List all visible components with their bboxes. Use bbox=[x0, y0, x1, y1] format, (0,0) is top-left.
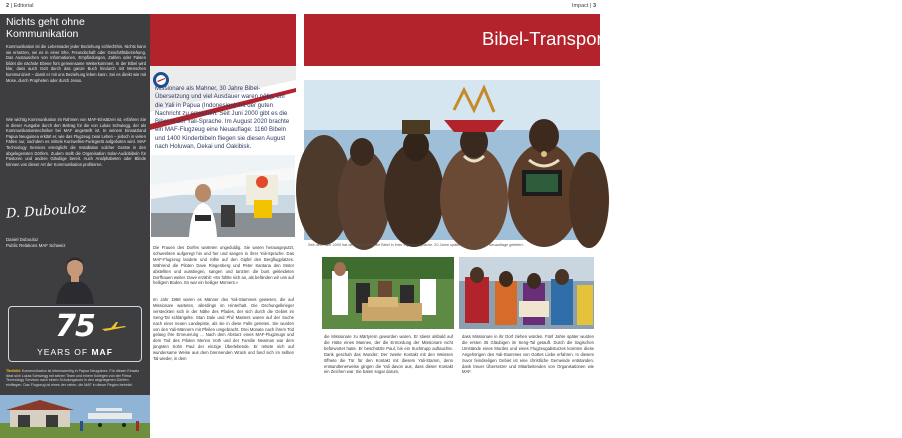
caption-text: Kommunikation ist lebenswichtig in Papua Neuguinea. Für diesen Einsatz lässt sich Lukas Schwiegg mit seinen Team und einem Kollegen von der Firma Technology Services nach einem Schulungskurs in den abgelegenen Dörfern einfliegen. Das Flugzeug ist eines der vielen, die MAF in dieser Region betreibt. bbox=[6, 369, 140, 388]
editorial-sidebar bbox=[0, 14, 150, 424]
article-body-1: Die Frauen des Dorfes warteten ungeduldig. Sie waren herausgeputzt, schwenkten aufgeregt hin und her und sangen in ihrer Yali-Sprache. Das MAF-Flugzeug landete und rollte auf den Gipfel des Bergflugplatzes. Während die Piloten Dave Ringenberg und Peter Santana den Motor abstellten und ausstiegen, sangen und tanzten die bunt gekleideten Dorffrauen weiter. Dave erzählt: «Es fühlte sich an, als befänden wir uns auf heiligem Boden. Es war ein heiliger Moment.» bbox=[153, 245, 294, 286]
page-number-left: 2 bbox=[6, 3, 10, 9]
article-headline: Bibel-Transport nach Holuwan, Indonesien bbox=[482, 28, 831, 49]
left-page bbox=[0, 0, 296, 424]
signer-role: Public Relations MAF Schweiz bbox=[6, 242, 66, 248]
portrait-photo bbox=[52, 254, 98, 304]
section-label-left: Editorial bbox=[13, 3, 34, 9]
section-label-right: Impact bbox=[571, 3, 589, 9]
title-band-left bbox=[150, 14, 296, 66]
folio-right: Impact | 3 bbox=[571, 3, 596, 9]
bible-boxes-photo bbox=[322, 257, 454, 329]
badge-suffix: MAF bbox=[91, 347, 113, 357]
pilots-photo bbox=[151, 155, 295, 237]
article-body-2: Im Jahr 1968 waren es Männer des Yali-Stammes gewesen, die auf Missionare warteten, allerdings im Hinterhalt. Die Dschungelkrieger versteckten sich in der Nähe des Pfades, der sich durch die Gebiet im Seng-Tal schlängelte. Stan Dale und Phil Masters waren auf der Suche nach einer neuen Landepiste, als sie in diese Falle gerieten. Sie wurden von den Yali-Männern mit Pfeilen umgebracht. Drei Monate nach ihrem Tod gelang ihre Erneuerung ... Nach dem Absturz eines MAF-Flugzeugs und dem Tod des Piloten Menno Voth und der Familie Newman war dem jüngsten Sohn Paul der einzige Überlebende. Er rettete sich auf wundersame Weise aus dem brennenden Wrack und fand sich im selben Tal wieder, in dem bbox=[153, 297, 294, 362]
signature: D. Dubouloz bbox=[5, 201, 87, 222]
badge-prefix: YEARS OF bbox=[37, 347, 89, 357]
badge-number: 75 bbox=[55, 309, 95, 344]
badge-text bbox=[9, 347, 141, 357]
villagers-photo bbox=[459, 257, 594, 329]
cover-photo-caption bbox=[6, 369, 146, 388]
plane-icon bbox=[101, 322, 127, 334]
editorial-paragraph-2: Wie wichtig Kommunikation im Rahmen von MAF-Einsätzen ist, erfahren Sie in dieser Ausgabe durch den Beitrag für die von Lukas Schwiegg, der als Kommunikationstechniker bei MAF angestellt ist. In seinem Einsatzland Papua Neuguinea erklärt er, wie das Flugzeug zwar Leben – jedoch in vielen Fällen nur, nachdem es mittels Kurzwellen-Funkgerät aufgeboten wird. MAF Technology Services ermöglicht die Installation solcher Geräte in den abgelegensten Dörfern. Zudem stellt die Organisation Solar-Audiobibeln für Pastoren und andere Gläubige bereit. Auch Analphabeten oder Blinde können von dieser Art der Kommunikation profitieren. bbox=[6, 117, 146, 167]
editorial-title: Nichts geht ohne Kommunikation bbox=[6, 16, 85, 40]
anniversary-badge bbox=[8, 306, 142, 362]
signer-block bbox=[6, 237, 66, 249]
folio-left: 2 | Editorial bbox=[6, 3, 34, 9]
hangar-photo bbox=[0, 395, 150, 438]
editorial-paragraph-1: Kommunikation ist die Lebensader jeder Beziehung schlechthin. Nichts kann sie ersetzen, sei es in einer Ehe, Freundschaft oder Geschäftsbeziehung. Das Austauschen von Informationen, Empfindungen, Zahlen oder Fakten bildet die nächste Ebene fürs gemeinsame Weiterkommen. In der Bibel wird klar, dass auch Gott durch das ganze Buch hindurch mit Menschen kommuniziert – damit er mit uns Beziehung leben kann. Sei es direkt wie mit Mose, durch Propheten oder durch Jesus. bbox=[6, 44, 146, 83]
signer-name: Daniel Dubouloz bbox=[6, 237, 39, 242]
caption-label: Titelbild: bbox=[6, 369, 21, 373]
right-page bbox=[304, 0, 831, 424]
article-body-4: dass Missionare in ihr Dorf ziehen würden. Fünf Jahre später wurden die ersten 35 Gläubigen im Seng-Tal getauft. Durch die tragischen Umstände eines Mordes und eines Flugzeugabsturzes konnten diese Angehörigen des Yali-Stammes von Gottes Liebe erfahren. In diesem zuvor feindseligen Gebiet ist eine christliche Gemeinde entstanden, dank treuer Übersetzer und Mitarbeitenden von Organisationen wie MAF. bbox=[462, 334, 594, 375]
article-lead: Missionare als Mahner, 30 Jahre Bibel-Übersetzung und viel Ausdauer waren nötig, um die Yali in Papua (Indonesien) mit der guten Nachricht zu erreichen. Seit Juni 2000 gibt es die Bibel in der Yali-Sprache. Im August 2020 brachte ein MAF-Flugzeug eine Neuauflage: 1160 Bibeln und 1400 Kinderbibeln fliegen sie diesen August nach Holuwan, Dekai und Oakibisk. bbox=[155, 85, 290, 151]
page-number-right: 3 bbox=[592, 3, 596, 9]
yali-crowd-photo bbox=[304, 80, 600, 240]
article-body-3: die Missionare zu Märtyrern geworden waren. Er stiess alsbald auf die Hütte eines Mannes, der die Ermordung der Missionare nicht befürwortet hatte. Er beschützte Paul, bis ein Suchtrupp auftauchte. Dank geschah das Wunder: Der zweite Kontakt mit den Weissen öffnete die Tür für den Kontakt mit diesem Yali-Stamm, denn entsandtenerweise gingen die Yali davon aus, dass dieser Kontakt ein Zeichen war. Sie baten sogar darum, bbox=[324, 334, 453, 375]
crowd-photo-caption: Seit dem Jahr 2000 hat der Yali-Stamm die Bibel in ihrer eigenen Sprache. 20 Jahre später wurde nun eine Neuauflage geliefert. bbox=[308, 243, 524, 247]
